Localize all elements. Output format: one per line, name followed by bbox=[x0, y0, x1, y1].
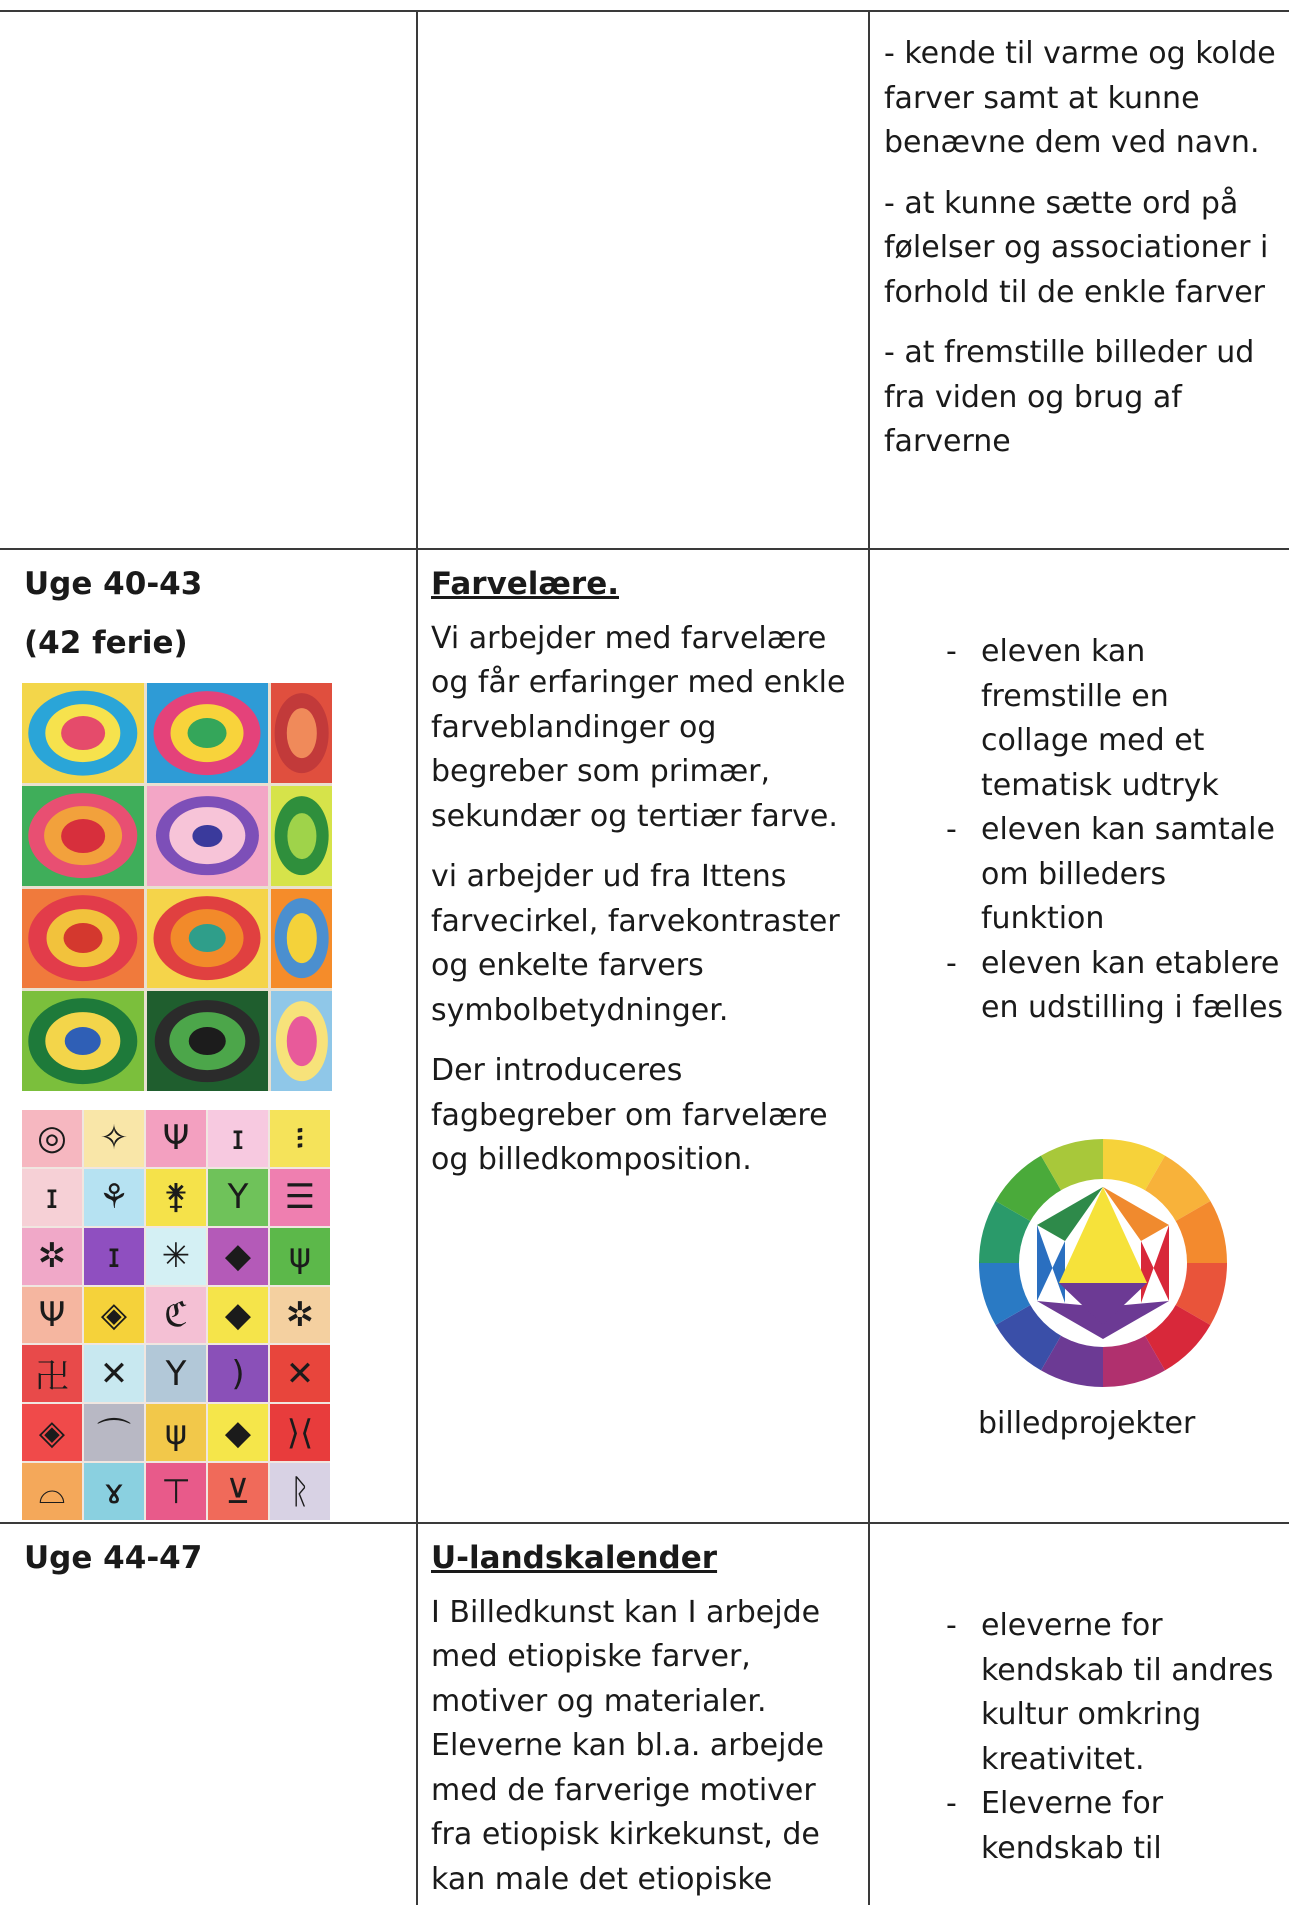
description-paragraph: I Billedkunst kan I arbejde med etiopiske farver, motiver og materialer. Eleverne kan bl.a. arbejde med de farverige motiver fra etiopisk kirkekunst, de kan male det etiopiske bbox=[431, 1594, 824, 1897]
list-item: - eleven kan etablere en udstilling i fælles bbox=[884, 942, 1284, 1031]
description-cell bbox=[431, 562, 861, 1199]
description-paragraph: Vi arbejder med farvelære og får erfaringer med enkle farveblandinger og begreber som primær, sekundær og tertiær farve. bbox=[431, 620, 846, 834]
description-cell bbox=[431, 1536, 861, 1918]
table-top-border bbox=[0, 10, 1289, 12]
image-caption: billedprojekter bbox=[978, 1406, 1196, 1441]
top-goals-cell bbox=[884, 32, 1284, 481]
section-heading: Farvelære. bbox=[431, 566, 619, 602]
week-cell bbox=[24, 1536, 404, 1581]
list-item: - Eleverne for kendskab til bbox=[884, 1782, 1284, 1871]
row-divider-1 bbox=[0, 548, 1289, 550]
list-item: - eleverne for kendskab til andres kultur omkring kreativitet. bbox=[884, 1604, 1284, 1782]
description-paragraph: Der introduceres fagbegreber om farvelære og billedkomposition. bbox=[431, 1053, 828, 1177]
goals-cell bbox=[884, 630, 1284, 1031]
goals-list bbox=[884, 630, 1284, 1031]
symbols-painting-image: ◎ ✧ Ψ ɪ ፧ ɪ ⚘ ⚵ Y ☰ ✲ ɪ ✳ ◆ ψ Ψ ◈ ℭ ◆ ✲ 卍 ✕ Y ) ✕ ◈ ⌒ ψ ◆ ⟩⟨ ⌓ ɤ ⊤ ⊻ ᚱ bbox=[22, 1110, 330, 1520]
goals-cell bbox=[884, 1604, 1284, 1871]
goal-text: - kende til varme og kolde farver samt at kunne benævne dem ved navn. bbox=[884, 36, 1276, 160]
section-heading: U-landskalender bbox=[431, 1540, 718, 1576]
week-label: Uge 40-43 bbox=[24, 566, 203, 602]
goals-list bbox=[884, 1604, 1284, 1871]
week-note: (42 ferie) bbox=[24, 624, 188, 661]
circles-painting-image bbox=[22, 683, 332, 1091]
column-divider-1 bbox=[416, 10, 418, 1905]
description-paragraph: vi arbejder ud fra Ittens farvecirkel, farvekontraster og enkelte farvers symbolbetydninger. bbox=[431, 859, 840, 1028]
list-item: - eleven kan samtale om billeders funktion bbox=[884, 808, 1284, 942]
goal-text: - at fremstille billeder ud fra viden og brug af farverne bbox=[884, 335, 1255, 459]
goal-text: - at kunne sætte ord på følelser og associationer i forhold til de enkle farver bbox=[884, 185, 1269, 310]
week-label: Uge 44-47 bbox=[24, 1540, 203, 1576]
color-wheel-image bbox=[976, 1136, 1230, 1390]
column-divider-2 bbox=[868, 10, 870, 1905]
row-divider-2 bbox=[0, 1522, 1289, 1524]
list-item: - eleven kan fremstille en collage med et tematisk udtryk bbox=[884, 630, 1284, 808]
week-cell bbox=[24, 562, 404, 665]
